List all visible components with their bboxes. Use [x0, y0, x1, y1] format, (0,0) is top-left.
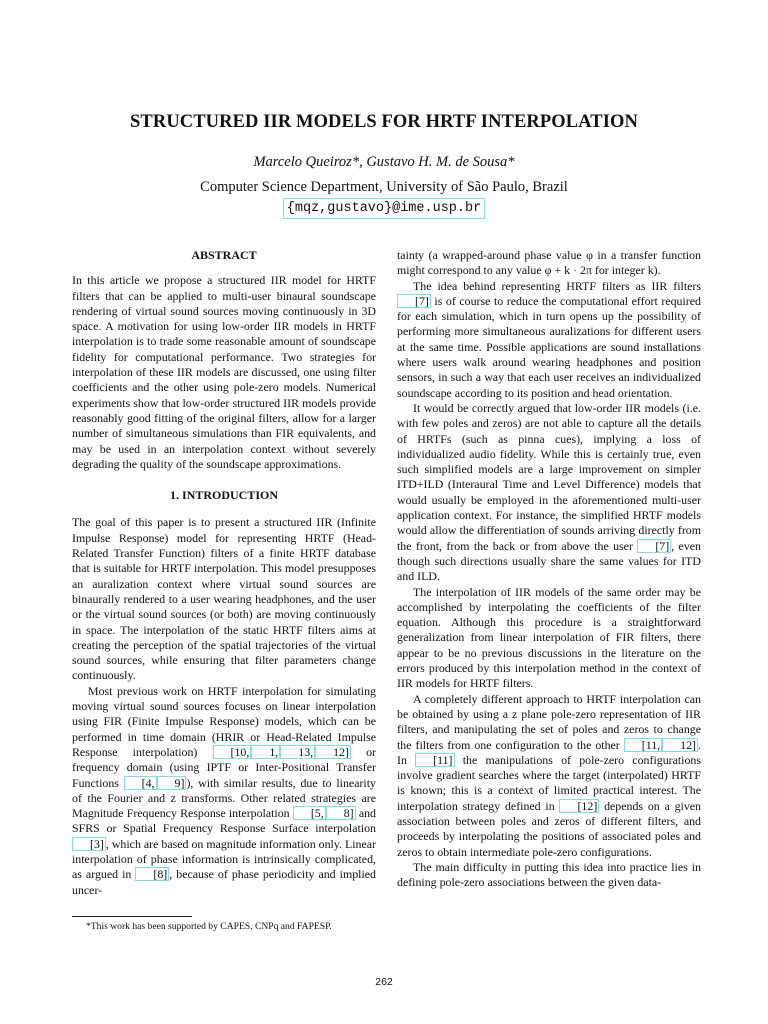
left-column — [72, 248, 376, 898]
right-paragraph-5: The main difficulty in putting this idea into practice lies in defining pole-zero associations between the given data- — [397, 859, 701, 890]
text-run: The idea behind representing HRTF filters as IIR filters — [413, 278, 701, 293]
footnote: *This work has been supported by CAPES, CNPq and FAPESP. — [86, 921, 332, 932]
citation-link[interactable]: [8] — [135, 867, 169, 881]
citation-link[interactable]: [11, — [624, 738, 662, 752]
text-run: , because of phase periodicity and implied uncer- — [72, 867, 376, 897]
text-run: A completely different approach to HRTF interpolation can be obtained by using a z plane pole-zero representation of IIR filters, and manipulating the set of poles and zeros to change the filters from one configuration to the other — [397, 691, 701, 752]
right-paragraph-2 — [397, 401, 701, 585]
citation-link[interactable]: 9] — [157, 776, 187, 790]
page-number: 262 — [375, 976, 393, 988]
intro-paragraph-1: The goal of this paper is to present a structured IIR (Infinite Impulse Response) model for representing HRTF (Head-Related Transfer Function) filters of a finite HRTF database that is suitable for HRTF interpolation. This model presupposes an auralization context where virtual sound sources are binaurally rendered to a user wearing headphones, and the user or the virtual sound sources (or both) are moving continuously in space. The interpolation of the static HRTF filters aims at creating the perception of the spatial trajectories of the virtual sound sources, while ensuring that filter parameters change continuously. — [72, 515, 376, 683]
citation-link[interactable]: [12] — [559, 799, 599, 813]
citation-link[interactable]: [7] — [637, 539, 671, 553]
citation-link[interactable]: [3] — [72, 837, 106, 851]
footnote-rule — [72, 916, 192, 917]
citation-link[interactable]: [7] — [397, 294, 431, 308]
paper-title: STRUCTURED IIR MODELS FOR HRTF INTERPOLATION — [130, 112, 638, 132]
text-run: depends on a given association between poles and zeros of different filters, and proceeds by interpolating the positions of associated poles and zeros to obtain intermediate pole-zero configurations. — [397, 798, 701, 859]
citation-link[interactable]: [11] — [415, 753, 454, 767]
right-paragraph-1 — [397, 279, 701, 401]
citation-link[interactable]: [4, — [124, 776, 157, 790]
affiliation: Computer Science Department, University of São Paulo, Brazil — [200, 179, 568, 195]
text-run: and SFRS or Spatial Frequency Response Surface interpolation — [72, 806, 376, 836]
citation-link[interactable]: 13, — [280, 745, 315, 759]
text-run: , even though such directions usually share the same values for ITD and ILD. — [397, 538, 701, 584]
citation-link[interactable]: 8] — [326, 806, 356, 820]
citation-link[interactable]: [10, — [213, 745, 252, 759]
authors: Marcelo Queiroz*, Gustavo H. M. de Sousa* — [253, 154, 515, 170]
right-paragraph-0: tainty (a wrapped-around phase value φ in a transfer function might correspond to any value φ + k · 2π for integer k). — [397, 248, 701, 278]
email-wrapper — [0, 198, 768, 219]
citation-link[interactable]: [5, — [293, 806, 326, 820]
right-paragraph-3: The interpolation of IIR models of the same order may be accomplished by interpolating the coefficients of the filter equation. Although this procedure is a straightforward generalization from linear interpolation of FIR filters, there appear to be no previous discussions in the literature on the errors produced by this interpolation method in the context of IIR models for HRTF filters. — [397, 584, 701, 691]
text-run: is of course to reduce the computational effort required for each simulation, which in turn opens up the possibility of performing more simultaneous auralizations for different users at the same time. Possible applications are sound installations where users walk around wearing headphones and position sensors, in such a way that each user receives an individualized soundscape according to its position and head orientation. — [397, 293, 701, 400]
citation-link[interactable]: 12] — [662, 738, 698, 752]
text-run: , which are based on magnitude information only. Linear interpolation of phase information is intrinsically complicated, as argued in — [72, 836, 376, 882]
text-run: It would be correctly argued that low-order IIR models (i.e. with few poles and zeros) are not able to capture all the details of HRTFs (such as pinna cues), implying a loss of individualized audio fidelity. While this is certainly true, even such simplified models are a large improvement on simpler ITD+ILD (Interaural Time and Level Difference) models that would usually be employed in the aforementioned multi-user application context. For instance, the simplified HRTF models would allow the differentiation of sounds arriving directly from the front, from the back or from above the user — [397, 400, 701, 553]
citation-link[interactable]: 1, — [251, 745, 280, 759]
text-run: ), with similar results, due to linearity of the Fourier and z transforms. Other related strategies are Magnitude Frequency Response interpolation — [72, 775, 376, 821]
citation-link[interactable]: 12] — [315, 745, 351, 759]
right-column — [397, 248, 701, 890]
abstract-text: In this article we propose a structured IIR model for HRTF filters that can be applied to multi-user binaural soundscape rendering of virtual sound sources moving continuously in 3D space. A motivation for using low-order IIR models in HRTF interpolation is to trade some reasonable amount of soundscape fidelity for computational performance. Two strategies for interpolation of these IIR models are discussed, one using filter coefficients and the other using pole-zero models. Numerical experiments show that low-order structured IIR models provide reasonably good fitting of the original filters, allow for a larger number of simultaneous simulations than FIR equivalents, and may be used in an interpolation context without severely degrading the quality of the soundscape approximations. — [72, 273, 376, 471]
text-run: or frequency domain (using IPTF or Inter-Positional Transfer Functions — [72, 744, 376, 790]
right-paragraph-4 — [397, 692, 701, 860]
text-run: the manipulations of pole-zero configurations involve gradient searches where the target (interpolated) HRTF is known; this is a context of limited practical interest. The interpolation strategy defined in — [397, 752, 701, 813]
introduction-heading: 1. INTRODUCTION — [169, 488, 278, 503]
text-run: Most previous work on HRTF interpolation for simulating moving virtual sound sources focuses on linear interpolation using FIR (Finite Impulse Response) models, which can be performed in time domain (HRIR or Head-Related Impulse Response interpolation) — [72, 683, 376, 759]
text-run: . In — [397, 737, 701, 767]
intro-paragraph-2 — [72, 684, 376, 898]
abstract-heading: ABSTRACT — [191, 248, 257, 262]
email-link[interactable]: {mqz,gustavo}@ime.usp.br — [283, 198, 485, 219]
